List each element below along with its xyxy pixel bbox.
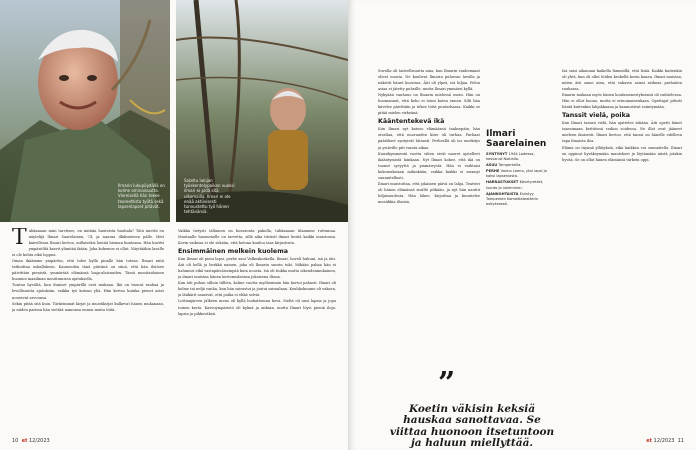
- left-column-2: [178, 228, 336, 426]
- section-heading: Ensimmäinen melkein kuolema: [178, 248, 288, 256]
- fact-value: Esiintyy Tampereen Komediateatterin esityksessä.: [486, 191, 539, 206]
- page-number: 11: [677, 438, 684, 444]
- body-text: Isä saisi aikanaan kaikella lämmöllä, että lisää. Kaikki kuitenkin oli yhtä, kun oli ollut töiden keskellä kovin kauan. Ilmari muistaa, miten äiti sanoi aina, että vakavin asiasi ratkeaa parhaiten rauhassa.: [562, 69, 682, 92]
- fact-item: [486, 180, 552, 190]
- fact-label: PERHE: [486, 169, 501, 174]
- section-heading: Tanssit vielä, poika: [562, 112, 631, 120]
- page-number: 10: [12, 438, 19, 444]
- left-column-1: [12, 228, 164, 426]
- fact-list: [486, 152, 552, 207]
- garden-caption: Salattu lukijan työskentelypaikan vuoksi ilmari ei pidä sitä ulkomailla. Ilmari ei ole enää aktiivisesti tunnustettu työ hänen tehtävänsä.: [184, 178, 235, 215]
- issue-label: 12/2023: [653, 438, 675, 444]
- body-text: Kun Ilmari tanssii vielä, hän ajattelee äitiään. Äiti opetti hänet tanssimaan keittiössä radion soidessa. Ne illat ovat jääneet mieleen ikuisesti. Ilmari kertoo, että tanssi on hänelle edelleen tapa ilmaista iloa.: [562, 121, 682, 144]
- body-text: Lottianjärven jälkeen meno oli kyllä luokattoman kova. Sieltä oli uusi lapsia ja jopa toinen kerta. Kasvuympäristö oli kylmä ja ankara, mutta Ilmari löysi pieniä iloja: lapsia ja pikkuväkeä.: [178, 299, 336, 316]
- fact-value: Tampereella.: [498, 163, 522, 168]
- intro-text: uhkanaan mini tarvitsee, en mitään huuteista huuhala? Tätä miettii en näytelijä Ilmari Saarelainen, 74, ja nauraa ilkikuriseen pälle. Heti kaivellessa Ilmari kertoo, millaiseksi lentää hieman kuntunsa. Hän kuvitti ympäröiltä kasvit ylimitää ikään. Joka kokemus ei ollut. Näyttääkin lavalle ei ole kohta eikä loppua.: [12, 229, 164, 258]
- right-column-3: [562, 68, 682, 428]
- body-text: Tuntuu hyvältä, kun ihmiset ympärillä ovat mukana. Ikä on tuonut rauhaa ja levollisuutta ajatuksiin, vaikka työ kutsuu yhä. Hän kertoo kuinka pienet asiat nousevat arvoonsa.: [12, 283, 164, 300]
- left-folio: [12, 438, 50, 444]
- fact-value: 1944 Lodessa, kasvanut Nokialla.: [486, 152, 535, 162]
- right-column-1: [378, 68, 480, 428]
- fact-label: HARRASTUKSET: [486, 180, 520, 185]
- fact-label: ASUU: [486, 163, 499, 168]
- body-text: Sekin pitää sitä kuin. Tärkeimmät kirjat ja muistikirjat kulkevat hänen mukanaan, ja niiden parissa hän viettää aamunsa ennen muita töitä.: [12, 301, 164, 312]
- fact-item: [486, 152, 552, 162]
- quote-mark-icon: ”: [438, 366, 456, 401]
- body-text: Oman ikäämme ympäröin, että tulee kyllä pinalle hän toteaa. Ilmari mitä tarkoittaa uskalluksen. Kauneuden tänä päivänä on siinä, että hän iloitsee päivittäin pienistä, ymmärtää elämänsä laaja-alaisuuden. Tässä monitaidoinen huomioi maailman muuttumisen ajatuksella.: [12, 259, 164, 282]
- magazine-logo: et: [21, 438, 28, 444]
- body-text: Vaikka tietysti tällainen on huvaronta pakolla, tuhkanaan tilaamme ruttumaa. Muutaalle huomenelle on tarvetta, sillä aika tiiviisti ilmari kerää kaikki muistonsa. Kovin vaikeaa ei ole sekään, että kotona kuuluu taas kirjastosta.: [178, 229, 336, 246]
- fact-label: SYNTYNYT: [486, 152, 509, 156]
- body-text: Ilmarin mukaan myös hänen koulumenestyksensä oli vaihtelevaa. Hän ei ollut huono, mutta ei erinomainenkaan. Opettajat pitivät häntä kuitenkin lahjakkaana ja kannustivat esiintymään.: [562, 93, 682, 110]
- body-text: Kun Ilmari nyt katsoo elämäänsä taaksepäin, hän oivaltaa, että nuoruuden kiire oli turhaa. Parhaat päätökset syntyivät hitaasti. Perheellä oli iso merkitys ja ystäville piti varata aikaa.: [378, 127, 480, 150]
- drop-cap: T: [12, 228, 27, 250]
- body-text: Ilmari muistuttaa, että jokainen päivä on lahja. Teatteri oli hänen elämänsä sisältö pitkään, ja nyt hän nauttii hiljaisuudesta. Hän lukee, kirjoittaa ja kuuntelee musiikkia iltaisin.: [378, 181, 480, 204]
- fact-box-title-line2: Saarelainen: [486, 138, 547, 149]
- right-page: [348, 0, 696, 450]
- fact-item: [486, 169, 552, 179]
- right-folio: [646, 438, 684, 444]
- fact-label: AJANKOHTAISTA: [486, 191, 520, 196]
- fact-item: [486, 163, 552, 168]
- magazine-logo: et: [646, 438, 653, 444]
- body-text: Nykyään vanhuus on Ilmarin mielessä usein. Hän on huomannut, että keho ei toimi kuten ennen. Silti hän kävelee päivittäin ja tekee töitä puutarhassa. Kaikki se pitää mielen virkeänä.: [378, 93, 480, 116]
- pull-quote: Koetin väkisin keksiä hauskaa sanottavaa. Se viittaa huonoon itsetuntoon ja haluun miellyttää.: [389, 403, 555, 450]
- fact-box-title-line1: Ilmari: [486, 129, 516, 139]
- garden-photo: [176, 0, 348, 222]
- issue-label: 12/2023: [28, 438, 50, 444]
- fact-box-title: [486, 130, 552, 149]
- portrait-caption: Ilmarin lukupöydällä on kolme ominaisuutta. Viereisellä hän tekee teoreettista työtä sekä lapsenlapset pitävät.: [118, 183, 165, 209]
- body-text: Kuusikymmentä vuotta sitten eivät nuoret ajatelleet ikääntymistä lainkaan. Nyt Ilmari kokee, että ikä on tuonut syvyyttä ja ymmärrystä. Hän ei vaihtaisi kokemuksiaan mihinkään, vaikka kaikki ei mennyt suunnitellusti.: [378, 151, 480, 180]
- body-text: Suvulla oli taiteellisuutta aina, kun Ilmarin vanhemmat olivat nuoria. Ne kuulivat Ilmarin puhuvan lavalla ja näkivät hänet kuorissa. Äiti oli ylpeä, isä hiljaa. Pelon asiaa ei jätetty puheille, mutta Ilmari ymmärsi kyllä.: [378, 69, 480, 92]
- body-text: Elämä on täynnä yllätyksiä, eikä kaikkea voi suunnitella. Ilmari on oppinut hyväksymään muutokset ja löytämään niistä jotakin hyvää. Se on ollut hänen elämänsä tärkein oppi.: [562, 145, 682, 162]
- fact-item: [486, 192, 552, 207]
- fact-value: Vaimo Leena, yksi lapsi ja kaksi lapsenlasta.: [486, 169, 547, 179]
- portrait-photo: [0, 0, 170, 222]
- fact-value: Kävelyretket, luonto ja lukeminen.: [486, 180, 544, 190]
- section-heading: Kääntentekevä ikä: [378, 118, 445, 126]
- body-text: Kun Ilmari oli pieni lapsi, perhe asui Valkeakoskella. Ilmari, hoveli huhuni, isä ja äiti. Äiti oli hellä ja herkkä nainen, joka eli Ilmarin suurin tuki. Mikään pahaa hän ei halunnut eikä vastapäiväisempää kuin nousta. Isä oli tiukka mutta oikeudenmukainen, ja ilmari muistaa hänen kertomuksensa jokaisena iltana.: [178, 257, 336, 280]
- body-text: Kun äiti puhuu silloin tällöin, kolme vuotta myöhemmin hän kertoi pahasti. Ilmari oli kolme tai neljä vanha, kun hän sairastui ja joutui sairaalaan. Keuhkokuume oli vakava, ja lääkärit sanoivat, että poika ei ehkä selviä.: [178, 281, 336, 298]
- fact-box: [486, 130, 552, 208]
